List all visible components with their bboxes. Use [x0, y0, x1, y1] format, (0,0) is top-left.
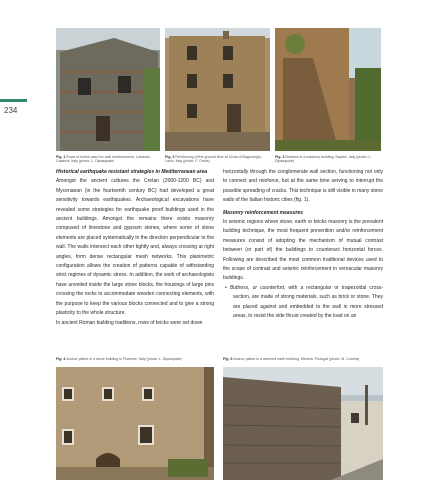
figure-2-caption: Fig. 2 Reinforcing of the ground floor at Civita di Bagnoregio, Lazio, Italy (photo: F. Onnis) — [165, 155, 262, 164]
bullet-term: Buttress, or counterfort, — [229, 284, 286, 291]
right-paragraph: horizontally through the conglomerate wall section, functioning not only to connect and reinforce, but at the same time serving to interrupt the possible spreading of cracks. This technique is still visible in many stone walls of the Italian historic cities (fig. 1). — [223, 169, 383, 204]
left-text-column — [56, 168, 214, 328]
figure-1-photo — [56, 28, 160, 151]
figure-4-caption: Fig. 4 Anchor plates in a stone building in Florence, Italy (photo: L. Dipasquale) — [56, 357, 182, 361]
figure-5-photo — [223, 367, 383, 480]
figure-5-caption: Fig. 5 Anchor plates in a rammed earth building, Mértola, Portugal (photo: M. Correia) — [223, 357, 360, 361]
left-paragraph-2: In ancient Roman building traditions, rows of bricks were set down — [56, 319, 203, 326]
page-number: 234 — [4, 106, 18, 115]
figure-3-caption: Fig. 3 Buttress in a masonry building, Naples, Italy (photo: L. Dipasquale) — [275, 155, 372, 164]
figure-1-caption: Fig. 1 Rows of bricks used for wall reinforcement, Lamezia, Calabria, Italy (photo: L. Dipasquale) — [56, 155, 151, 164]
figure-3-photo — [275, 28, 381, 151]
figure-4-photo — [56, 367, 214, 480]
section-heading-masonry: Masonry reinforcement measures — [223, 209, 304, 216]
right-paragraph-2: In seismic regions where stone, earth or bricks masonry is the prevalent building technique, the most frequent prevention and/or reinforcement measures consist of adopting the mechanism of mutual contrast between (or part of) the buildings to counteract horizontal forces. Following are described the most common traditional devices used to the scope of contrast and seismic reinforcement in vernacular masonry buildings. — [223, 219, 383, 282]
page-accent-bar — [0, 99, 27, 102]
figure-2-photo — [165, 28, 270, 151]
section-heading-historical: Historical earthquake resistant strategies in Mediterranean area — [56, 169, 208, 175]
bullet-buttress: • Buttress, or counterfort, with a rectangular or trapezoidal cross-section, are made of strong materials, such as brick or stone. They are placed against and embedded to the wall in more stressed areas, to resist the side thrust created by the load on an — [225, 284, 384, 320]
left-paragraph: Amongst the ancient cultures the Cretan (2000-1200 BC) and Mycenaean (in the fourteenth century BC) had developed a great sensitivity towards earthquakes. Archaeological excavations have revealed some strategies for earthquake proof buildings used in the ancient buildings. Amongst the remains there exists masonry composed of limestone and gypsum stones, where some of stone elements are placed systematically in the direction perpendicular to the wall. The walls intersect each other tightly and, always crossing at right angles, form dense rectangular mesh networks. This planimetric configuration allows the creation of patterns capable of withstanding strict regimes of dynamic stress. In addition, the work of archaeologists have unveiled inside the large stone blocks, the housings of large pins crossing the rocks to accommodate wooden connecting elements, with the purpose to keep the various blocks connected and to give a strong plasticity to the whole structure. — [56, 178, 214, 317]
right-text-column — [223, 168, 383, 322]
